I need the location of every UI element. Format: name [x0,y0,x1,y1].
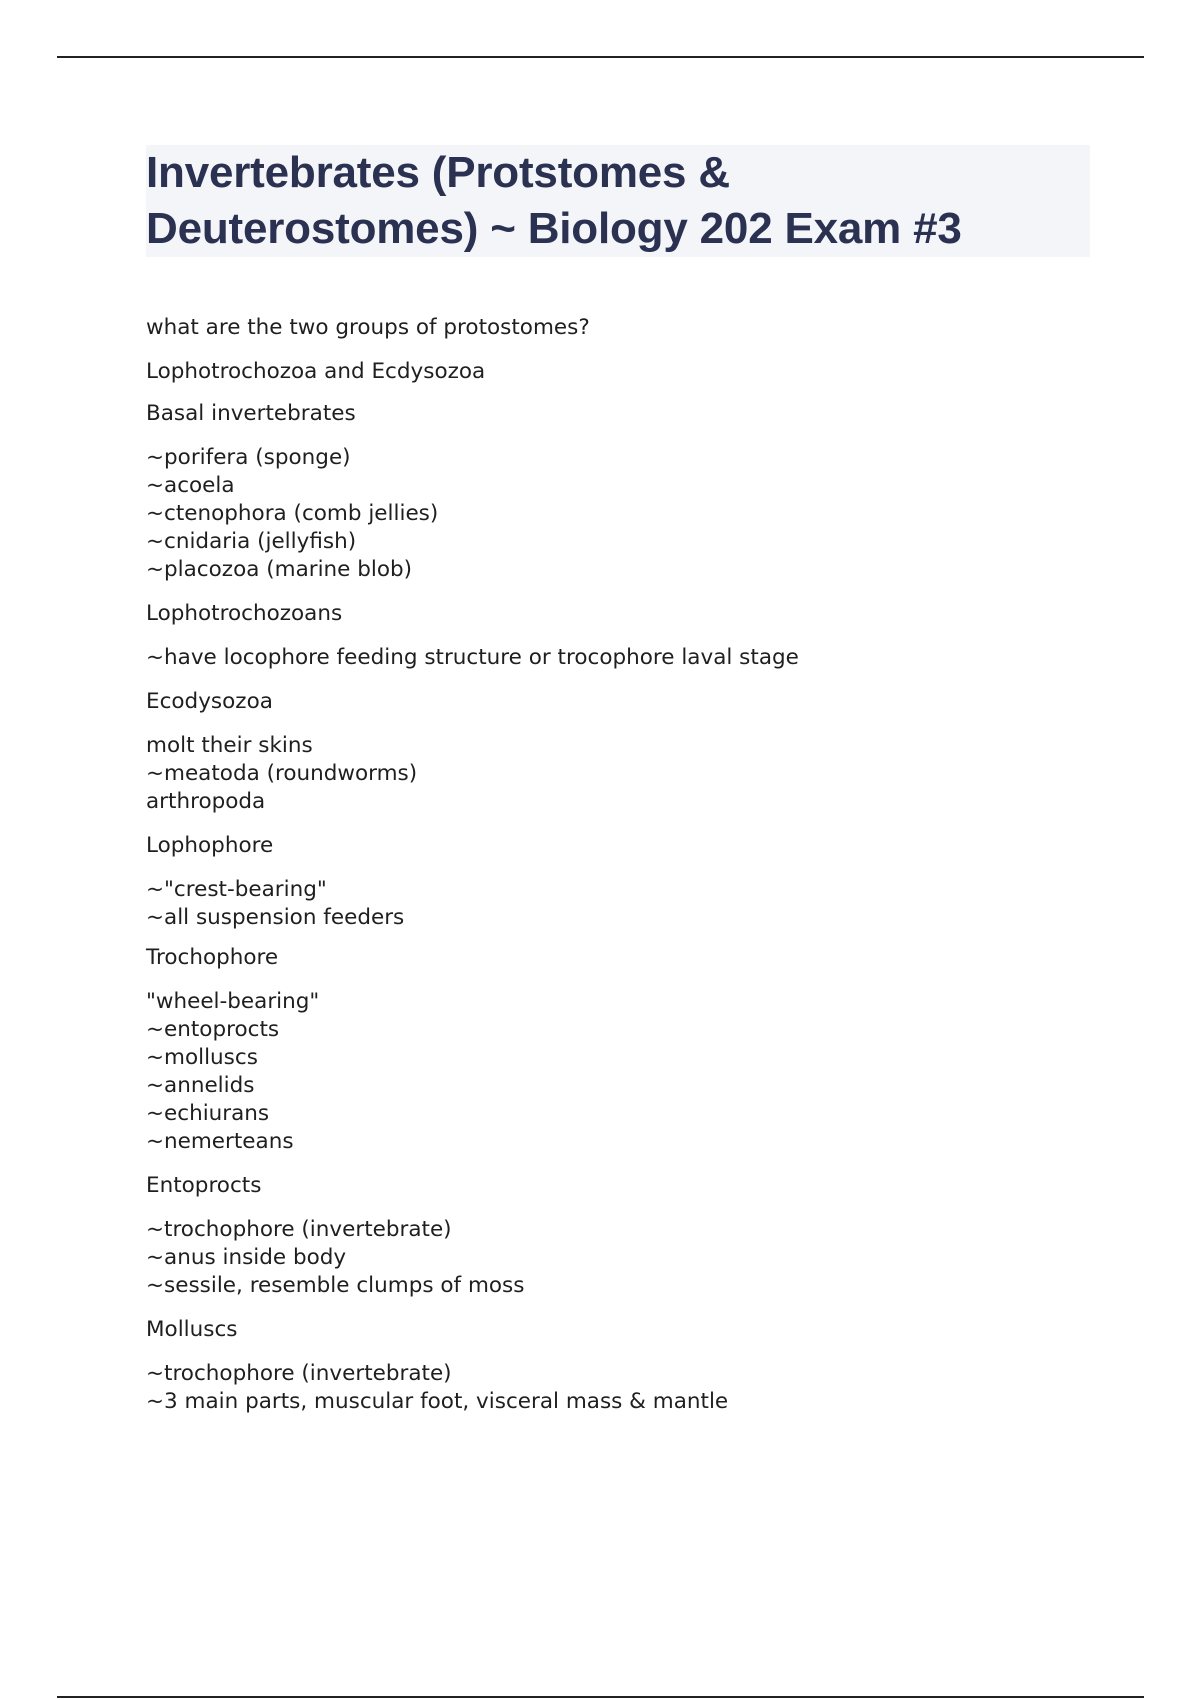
card-definition: Lophotrochozoa and Ecdysozoa [146,359,486,384]
card-definition: ~trochophore (invertebrate) ~anus inside body ~sessile, resemble clumps of moss [146,1217,525,1298]
card-term: Entoprocts [146,1173,262,1198]
flashcard-list [146,314,1096,1416]
card-definition: "wheel-bearing" ~entoprocts ~molluscs ~annelids ~echiurans ~nemerteans [146,989,320,1154]
card-term: Trochophore [146,945,279,970]
card-term: Lophophore [146,833,274,858]
document-title [146,145,1090,257]
card-term: Molluscs [146,1317,238,1342]
card-definition: ~porifera (sponge) ~acoela ~ctenophora (comb jellies) ~cnidaria (jellyfish) ~placozoa (marine blob) [146,445,439,582]
top-divider [57,56,1144,58]
bottom-divider [57,1696,1144,1698]
card-term: Lophotrochozoans [146,601,343,626]
card-definition: molt their skins ~meatoda (roundworms) arthropoda [146,733,418,814]
card-term: what are the two groups of protostomes? [146,315,590,340]
card-definition: ~"crest-bearing" ~all suspension feeders [146,877,405,930]
title-banner [146,145,1090,257]
card-term: Basal invertebrates [146,401,356,426]
card-definition: ~have locophore feeding structure or trocophore laval stage [146,645,799,670]
card-definition: ~trochophore (invertebrate) ~3 main parts, muscular foot, visceral mass & mantle [146,1361,729,1414]
title-line-1: Invertebrates (Protstomes & [146,148,730,197]
card-term: Ecodysozoa [146,689,273,714]
title-line-2: Deuterostomes) ~ Biology 202 Exam #3 [146,204,962,253]
